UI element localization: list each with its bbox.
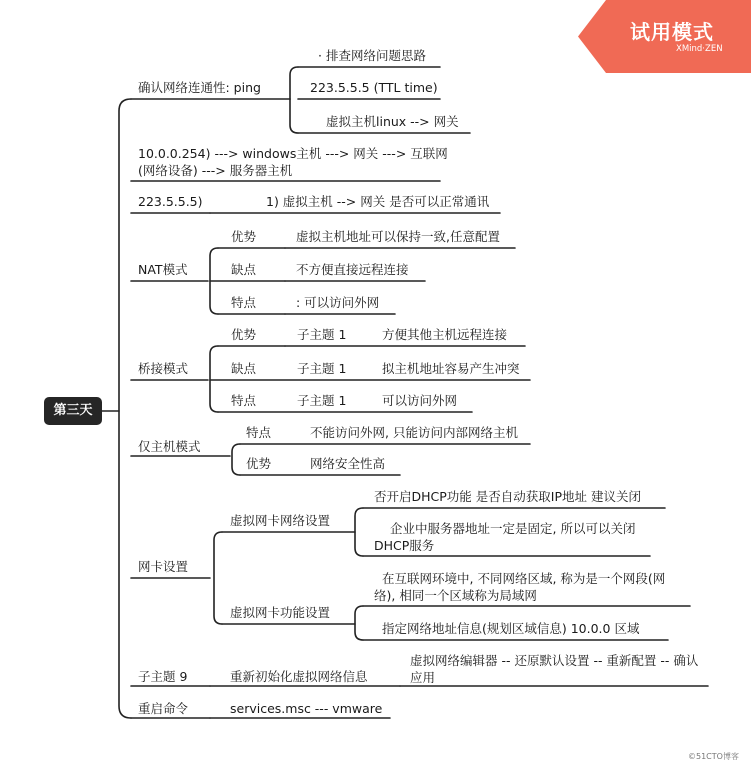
topic-br-fea-v[interactable]: 可以访问外网 xyxy=(382,393,458,408)
topic-ping-c3[interactable]: 虚拟主机linux --> 网关 xyxy=(326,114,459,129)
ping-branch xyxy=(290,67,298,133)
topic-nic-net-v1[interactable]: 否开启DHCP功能 是否自动获取IP地址 建议关闭 xyxy=(374,489,641,504)
nic-net-branch xyxy=(355,508,363,556)
watermark: ©51CTO博客 xyxy=(688,752,739,761)
topic-nat-dis-v[interactable]: 不方便直接远程连接 xyxy=(296,262,409,277)
topic-ping[interactable]: 确认网络连通性: ping xyxy=(138,80,261,95)
bridge-branch xyxy=(210,346,218,412)
topic-nic-net-v2[interactable]: 企业中服务器地址一定是固定, 所以可以关闭DHCP服务 xyxy=(374,521,636,553)
topic-ho-adv-v[interactable]: 网络安全性高 xyxy=(310,456,386,471)
topic-ip-c1[interactable]: 1) 虚拟主机 --> 网关 是否可以正常通讯 xyxy=(266,194,490,209)
topic-restart[interactable]: 重启命令 xyxy=(138,701,189,716)
topic-br-adv-v[interactable]: 方便其他主机远程连接 xyxy=(382,327,508,342)
topic-nic-fun-v1[interactable]: 在互联网环境中, 不同网络区域, 称为是一个网段(网络), 相同一个区域称为局域网 xyxy=(374,571,666,603)
main-trunk xyxy=(119,99,131,718)
nic-branch xyxy=(214,532,222,624)
topic-bridge[interactable]: 桥接模式 xyxy=(138,361,189,376)
topic-nic-fun[interactable]: 虚拟网卡功能设置 xyxy=(230,605,331,620)
topic-route[interactable]: 10.0.0.254) ---> windows主机 ---> 网关 ---> 互联网(网络设备) ---> 服务器主机 xyxy=(138,146,448,178)
topic-ip[interactable]: 223.5.5.5) xyxy=(138,194,203,209)
topic-br-adv-s[interactable]: 子主题 1 xyxy=(297,327,347,342)
topic-nic-net[interactable]: 虚拟网卡网络设置 xyxy=(230,513,331,528)
topic-nat-dis[interactable]: 缺点 xyxy=(231,262,257,277)
topic-nat-adv-v[interactable]: 虚拟主机地址可以保持一致,任意配置 xyxy=(296,229,500,244)
topic-nat[interactable]: NAT模式 xyxy=(138,262,188,277)
topic-nat-fea[interactable]: 特点 xyxy=(231,295,257,310)
topic-ho-adv[interactable]: 优势 xyxy=(246,456,272,471)
topic-sub9-v[interactable]: 虚拟网络编辑器 -- 还原默认设置 -- 重新配置 -- 确认应用 xyxy=(410,653,699,685)
root-topic[interactable]: 第三天 xyxy=(44,397,102,425)
trial-badge-title: 试用模式 xyxy=(630,20,714,44)
topic-br-dis-s[interactable]: 子主题 1 xyxy=(297,361,347,376)
trial-badge-subtitle: XMind·ZEN xyxy=(676,44,723,54)
topic-ping-c2[interactable]: 223.5.5.5 (TTL time) xyxy=(310,80,438,95)
topic-ho-fea[interactable]: 特点 xyxy=(246,425,272,440)
hostonly-branch xyxy=(232,444,240,475)
topic-br-fea-s[interactable]: 子主题 1 xyxy=(297,393,347,408)
topic-sub9-c[interactable]: 重新初始化虚拟网络信息 xyxy=(230,669,368,684)
topic-br-dis[interactable]: 缺点 xyxy=(231,361,257,376)
topic-nat-fea-v[interactable]: : 可以访问外网 xyxy=(296,295,380,310)
topic-nic[interactable]: 网卡设置 xyxy=(138,559,189,574)
topic-br-adv[interactable]: 优势 xyxy=(231,327,257,342)
topic-nic-fun-v2[interactable]: 指定网络地址信息(规划区域信息) 10.0.0 区域 xyxy=(382,621,640,636)
nic-fun-branch xyxy=(355,606,363,640)
topic-restart-v[interactable]: services.msc --- vmware xyxy=(230,701,383,716)
topic-br-dis-v[interactable]: 拟主机地址容易产生冲突 xyxy=(382,361,520,376)
topic-nat-adv[interactable]: 优势 xyxy=(231,229,257,244)
topic-ping-c1[interactable]: · 排查网络问题思路 xyxy=(318,48,426,63)
topic-br-fea[interactable]: 特点 xyxy=(231,393,257,408)
topic-ho-fea-v[interactable]: 不能访问外网, 只能访问内部网络主机 xyxy=(310,425,518,440)
topic-hostonly[interactable]: 仅主机模式 xyxy=(138,439,201,454)
topic-sub9[interactable]: 子主题 9 xyxy=(138,669,188,684)
